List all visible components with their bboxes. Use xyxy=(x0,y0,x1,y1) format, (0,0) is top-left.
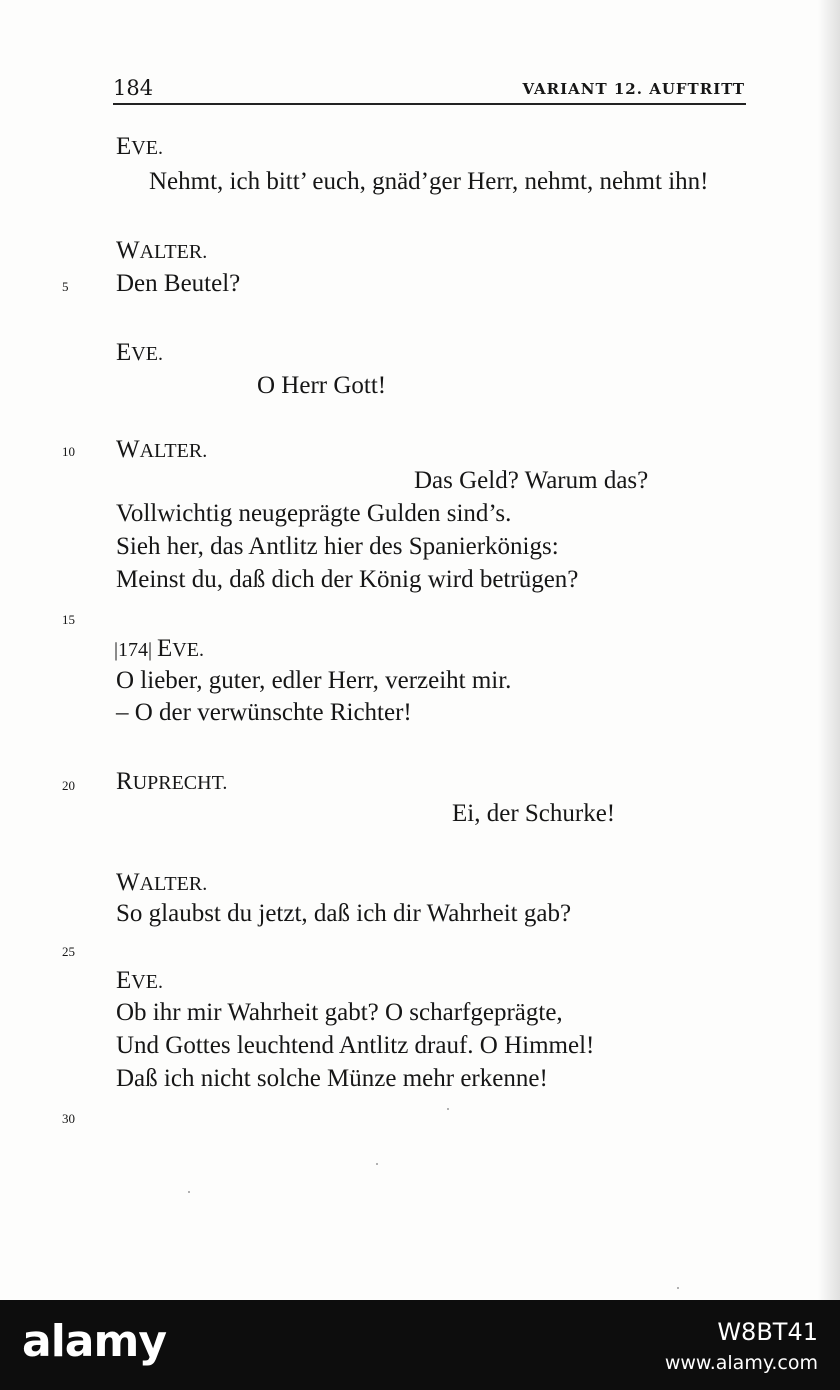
watermark-image-id: W8BT41 xyxy=(717,1318,818,1346)
running-title: VARIANT 12. AUFTRITT xyxy=(522,80,745,98)
verse-line: So glaubst du jetzt, daß ich dir Wahrheit gab? xyxy=(116,900,572,927)
speaker-initial: W xyxy=(116,237,140,264)
scan-speck xyxy=(677,1287,679,1289)
speaker-name-rest: VE. xyxy=(172,639,204,661)
scan-speck xyxy=(447,1108,449,1110)
speaker-name-rest: ALTER. xyxy=(139,873,208,895)
speaker-initial: W xyxy=(116,869,140,896)
page-edge-shadow xyxy=(818,0,840,1300)
line-number: 5 xyxy=(62,279,69,294)
verse-line: O lieber, guter, edler Herr, verzeiht mir. xyxy=(116,667,512,694)
speaker-name-rest: VE. xyxy=(131,137,163,159)
verse-line: Daß ich nicht solche Münze mehr erkenne! xyxy=(116,1065,548,1092)
speaker-label xyxy=(116,133,163,161)
watermark-logo: alamy xyxy=(22,1316,166,1367)
speaker-name-rest: ALTER. xyxy=(139,241,208,263)
scan-speck xyxy=(376,1163,378,1165)
verse-line: Nehmt, ich bitt’ euch, gnäd’ger Herr, nehmt, nehmt ihn! xyxy=(149,168,709,195)
speaker-label xyxy=(116,768,227,796)
speaker-initial: E xyxy=(116,133,132,160)
scan-speck xyxy=(188,1191,190,1193)
speaker-name-rest: ALTER. xyxy=(139,440,208,462)
speaker-label xyxy=(114,635,204,663)
speaker-name-rest: VE. xyxy=(131,971,163,993)
speaker-initial: E xyxy=(116,339,132,366)
verse-line: Meinst du, daß dich der König wird betrügen? xyxy=(116,566,579,593)
watermark-website: www.alamy.com xyxy=(664,1352,818,1374)
speaker-initial: R xyxy=(116,768,133,795)
speaker-name-rest: UPRECHT. xyxy=(132,772,228,794)
page-number: 184 xyxy=(113,76,154,100)
verse-line: Ob ihr mir Wahrheit gabt? O scharfgeprägte, xyxy=(116,999,563,1026)
line-number: 30 xyxy=(62,1111,75,1126)
speaker-label xyxy=(116,967,163,995)
page-marker: |174| xyxy=(114,639,153,661)
speaker-label xyxy=(116,436,207,464)
verse-line: Ei, der Schurke! xyxy=(452,800,616,827)
verse-line: Den Beutel? xyxy=(116,270,241,297)
line-number: 20 xyxy=(62,778,75,793)
speaker-initial: E xyxy=(116,967,132,994)
speaker-label xyxy=(116,237,207,265)
verse-line: Sieh her, das Antlitz hier des Spanierkönigs: xyxy=(116,533,559,560)
speaker-initial: E xyxy=(157,635,173,662)
speaker-initial: W xyxy=(116,436,140,463)
speaker-label xyxy=(116,339,163,367)
speaker-name-rest: VE. xyxy=(131,343,163,365)
line-number: 10 xyxy=(62,444,75,459)
verse-line: – O der verwünschte Richter! xyxy=(116,699,412,726)
line-number: 25 xyxy=(62,944,75,959)
verse-line: Das Geld? Warum das? xyxy=(414,467,649,494)
speaker-label xyxy=(116,869,207,897)
verse-line: O Herr Gott! xyxy=(257,372,387,399)
verse-line: Vollwichtig neugeprägte Gulden sind’s. xyxy=(116,500,512,527)
header-rule xyxy=(113,103,746,105)
verse-line: Und Gottes leuchtend Antlitz drauf. O Himmel! xyxy=(116,1032,595,1059)
line-number: 15 xyxy=(62,612,75,627)
